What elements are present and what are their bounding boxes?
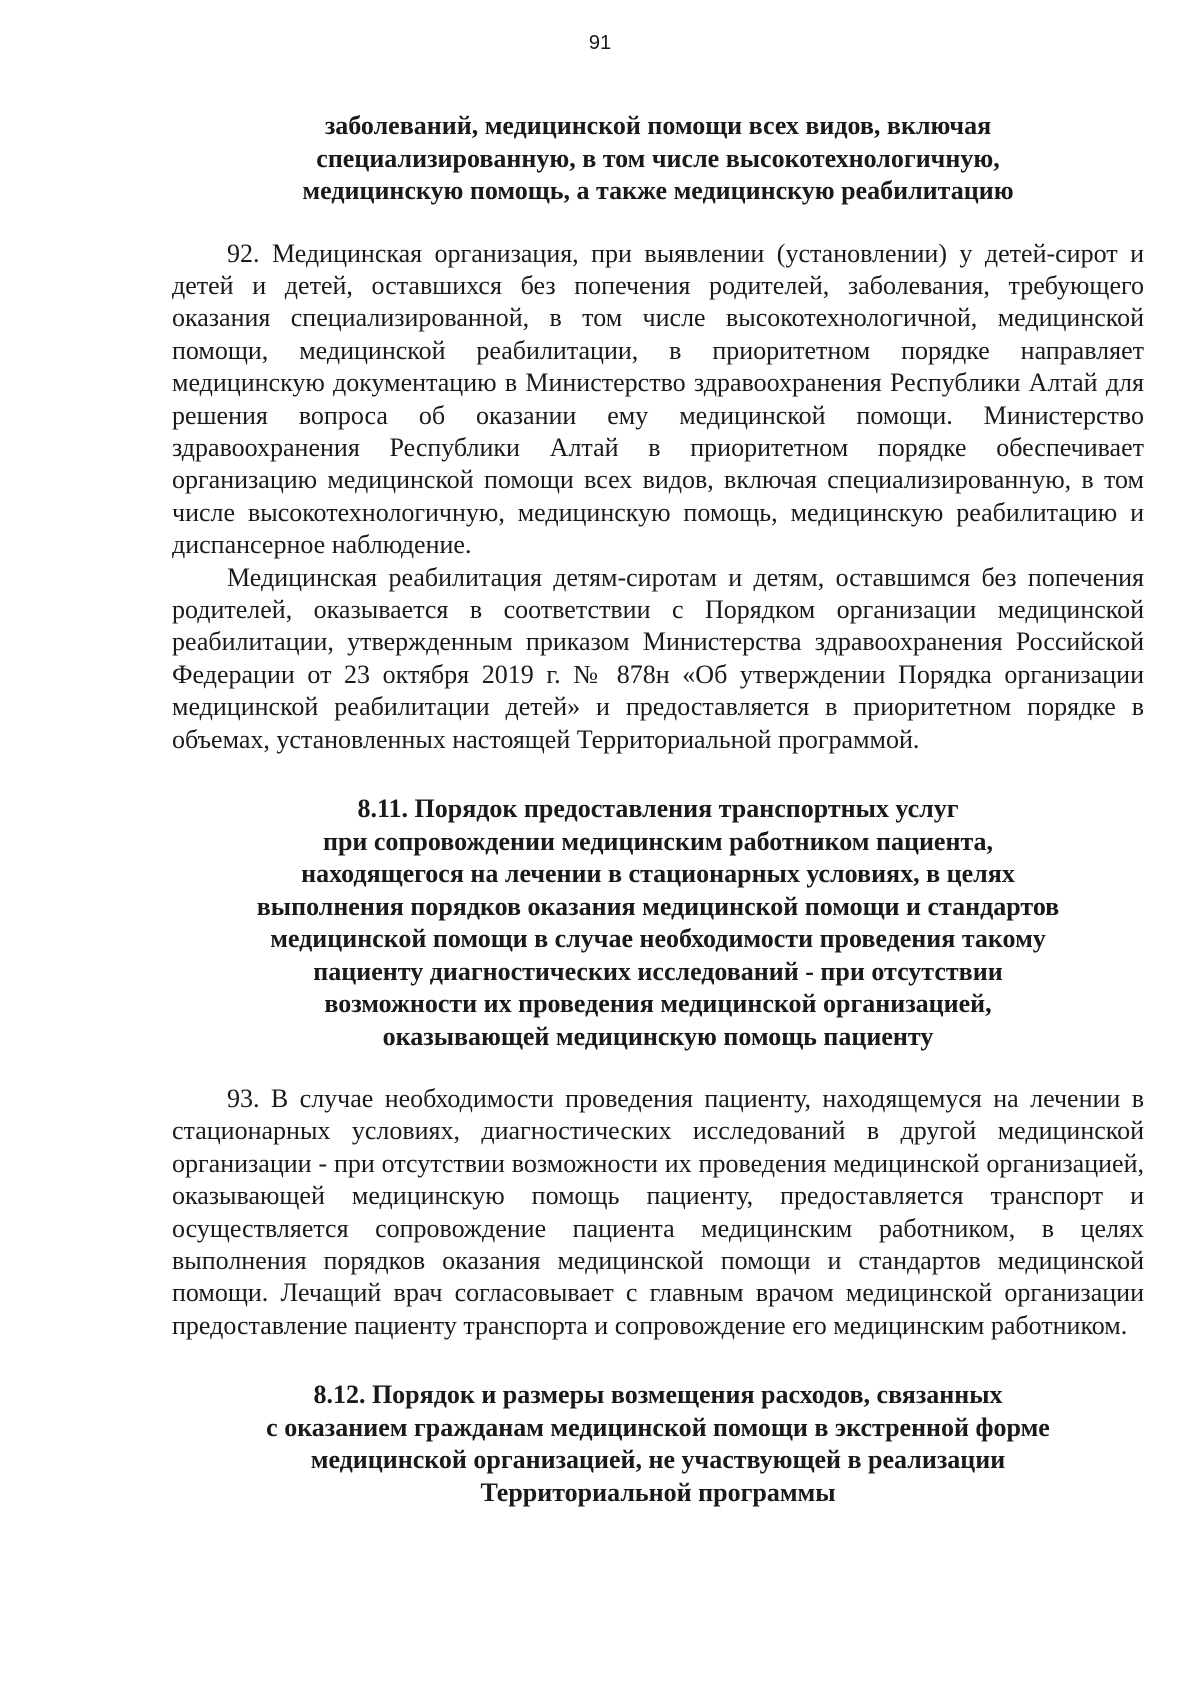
section-heading-8-12: [172, 1379, 1144, 1509]
section-heading-8-11: [172, 793, 1144, 1053]
document-body: [172, 110, 1144, 1509]
heading-line: 8.11. Порядок предоставления транспортных услуг: [357, 794, 959, 823]
paragraph-93: 93. В случае необходимости проведения пациенту, находящемуся на лечении в стационарных условиях, диагностических исследований в другой медицинской организации - при отсутствии возможности их проведения медицинской организацией, оказывающей медицинскую помощь пациенту, предоставляется транспорт и осуществляется сопровождение пациента медицинским работником, в целях выполнения порядков оказания медицинской помощи и стандартов медицинской помощи. Лечащий врач согласовывает с главным врачом медицинской организации предоставление пациенту транспорта и сопровождение его медицинским работником.: [172, 1084, 1144, 1340]
heading-line: специализированную, в том числе высокотехнологичную,: [316, 143, 1000, 173]
heading-line: Территориальной программы: [480, 1477, 836, 1507]
heading-line: оказывающей медицинскую помощь пациенту: [382, 1021, 934, 1051]
heading-line: возможности их проведения медицинской организацией,: [324, 989, 992, 1018]
heading-line: пациенту диагностических исследований - при отсутствии: [313, 956, 1003, 986]
heading-line: выполнения порядков оказания медицинской помощи и стандартов: [256, 891, 1060, 921]
section-heading-continued: [172, 110, 1144, 208]
heading-line: медицинской помощи в случае необходимости проведения такому: [270, 924, 1046, 953]
heading-line: при сопровождении медицинским работником пациента,: [322, 826, 994, 856]
heading-line: находящегося на лечении в стационарных условиях, в целях: [301, 859, 1015, 888]
heading-line: медицинской организацией, не участвующей в реализации: [310, 1445, 1006, 1475]
page-number: 91: [588, 32, 612, 54]
heading-line: заболеваний, медицинской помощи всех видов, включая: [324, 111, 992, 140]
heading-line: с оказанием гражданам медицинской помощи в экстренной форме: [266, 1412, 1050, 1442]
paragraph-92: 92. Медицинская организация, при выявлении (установлении) у детей-сирот и детей и детей, оставшихся без попечения родителей, заболевания, требующего оказания специализированной, в том числе высокотехнологичной, медицинской помощи, медицинской реабилитации, в приоритетном порядке направляет медицинскую документацию в Министерство здравоохранения Республики Алтай для решения вопроса об оказании ему медицинской помощи. Министерство здравоохранения Республики Алтай в приоритетном порядке обеспечивает организацию медицинской помощи всех видов, включая специализированную, в том числе высокотехнологичную, медицинскую помощь, медицинскую реабилитацию и диспансерное наблюдение.: [172, 238, 1144, 560]
paragraph-rehabilitation: Медицинская реабилитация детям-сиротам и детям, оставшимся без попечения родителей, оказывается в соответствии с Порядком организации медицинской реабилитации, утвержденным приказом Министерства здравоохранения Российской Федерации от 23 октября 2019 г. № 878н «Об утверждении Порядка организации медицинской реабилитации детей» и предоставляется в приоритетном порядке в объемах, установленных настоящей Территориальной программой.: [172, 562, 1144, 754]
heading-line: медицинскую помощь, а также медицинскую реабилитацию: [302, 176, 1014, 205]
heading-line: 8.12. Порядок и размеры возмещения расходов, связанных: [313, 1380, 1003, 1410]
